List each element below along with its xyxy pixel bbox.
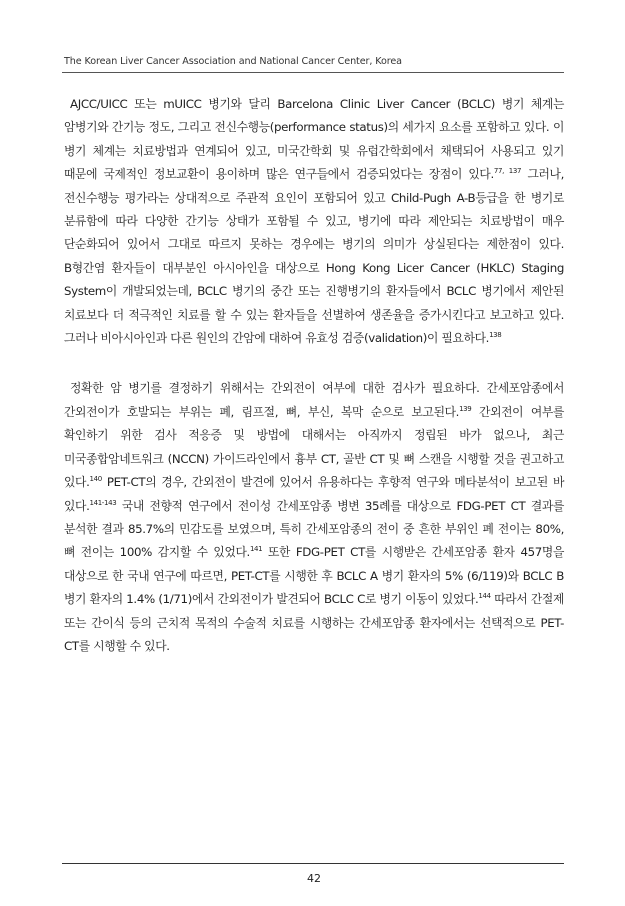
paragraph (64, 377, 564, 658)
reference-superscript: 141-143 (89, 498, 117, 507)
footer-divider (62, 863, 564, 864)
paragraph (64, 93, 564, 350)
reference-superscript: 77, 137 (493, 167, 522, 176)
reference-superscript: 139 (459, 404, 472, 413)
page-number: 42 (307, 872, 321, 885)
reference-superscript: 138 (489, 331, 502, 340)
text-run: 국내 전향적 연구에서 전이성 간세포암종 병변 35례를 대상으로 FDG-PET CT 결과를 분석한 결과 85.7%의 민감도를 보였으며, 특히 간세포암종의 전이 중 흔한 부위인 폐 전이는 80%, 뼈 전이는 100% 감지할 수 있었다. (64, 498, 564, 560)
text-run: 따라서 간절제 또는 간이식 등의 근치적 목적의 수술적 치료를 시행하는 간세포암종 환자에서는 선택적으로 PET-CT를 시행할 수 있다. (64, 592, 564, 653)
text-run: AJCC/UICC 또는 mUICC 병기와 달리 Barcelona Clinic Liver Cancer (BCLC) 병기 체계는 암병기와 간기능 정도, 그리고 전신수행능(performance status)의 세가지 요소를 포함하고 있다. 이 병기 체계는 치료방법과 연계되어 있고, 미국간학회 및 유럽간학회에서 채택되어 사용되고 있기 때문에 국제적인 정보교환이 용이하며 많은 연구들에서 검증되었다는 장점이 있다. (64, 97, 564, 182)
body-text (64, 93, 564, 658)
text-run: PET-CT의 경우, 간외전이 발견에 있어서 유용하다는 후향적 연구와 메타분석이 보고된 바 있다. (64, 475, 564, 513)
running-header: The Korean Liver Cancer Association and National Cancer Center, Korea (64, 56, 402, 67)
reference-superscript: 141 (249, 545, 263, 554)
text-run: 그러나, 전신수행능 평가라는 상대적으로 주관적 요인이 포함되어 있고 Child-Pugh A-B등급을 한 병기로 분류함에 따라 다양한 간기능 상태가 포함될 수 있고, 병기에 따라 제안되는 치료방법이 매우 단순화되어 있어서 그대로 따르지 못하는 경우에는 병기의 의미가 상실된다는 제한점이 있다. B형간염 환자들이 대부분인 아시아인을 대상으로 Hong Kong Licer Cancer (HKLC) Staging System이 개발되었는데, BCLC 병기의 중간 또는 진행병기의 환자들에서 BCLC 병기에서 제안된 치료보다 더 적극적인 치료를 할 수 있는 환자들을 선별하여 생존율을 증가시킨다고 보고하고 있다. 그러나 비아시아인과 다른 원인의 간암에 대하여 유효성 검증(validation)이 필요하다. (64, 167, 564, 346)
reference-superscript: 140 (89, 475, 102, 484)
reference-superscript: 144 (478, 592, 491, 601)
text-run: 간외전이 여부를 확인하기 위한 검사 적응증 및 방법에 대해서는 아직까지 정립된 바가 없으나, 최근 미국종합암네트워크 (NCCN) 가이드라인에서 흉부 CT, 골반 CT 및 뼈 스캔을 시행할 것을 권고하고 있다. (64, 404, 564, 490)
text-run: 또한 FDG-PET CT를 시행받은 간세포암종 환자 457명을 대상으로 한 국내 연구에 따르면, PET-CT를 시행한 후 BCLC A 병기 환자의 5% (6/119)와 BCLC B 병기 환자의 1.4% (1/71)에서 간외전이가 발견되어 BCLC C로 병기 이동이 있었다. (64, 545, 564, 607)
header-divider (62, 72, 564, 73)
text-run: 정확한 암 병기를 결정하기 위해서는 간외전이 여부에 대한 검사가 필요하다. 간세포암종에서 간외전이가 호발되는 부위는 폐, 림프절, 뼈, 부신, 복막 순으로 보고된다. (64, 381, 564, 419)
